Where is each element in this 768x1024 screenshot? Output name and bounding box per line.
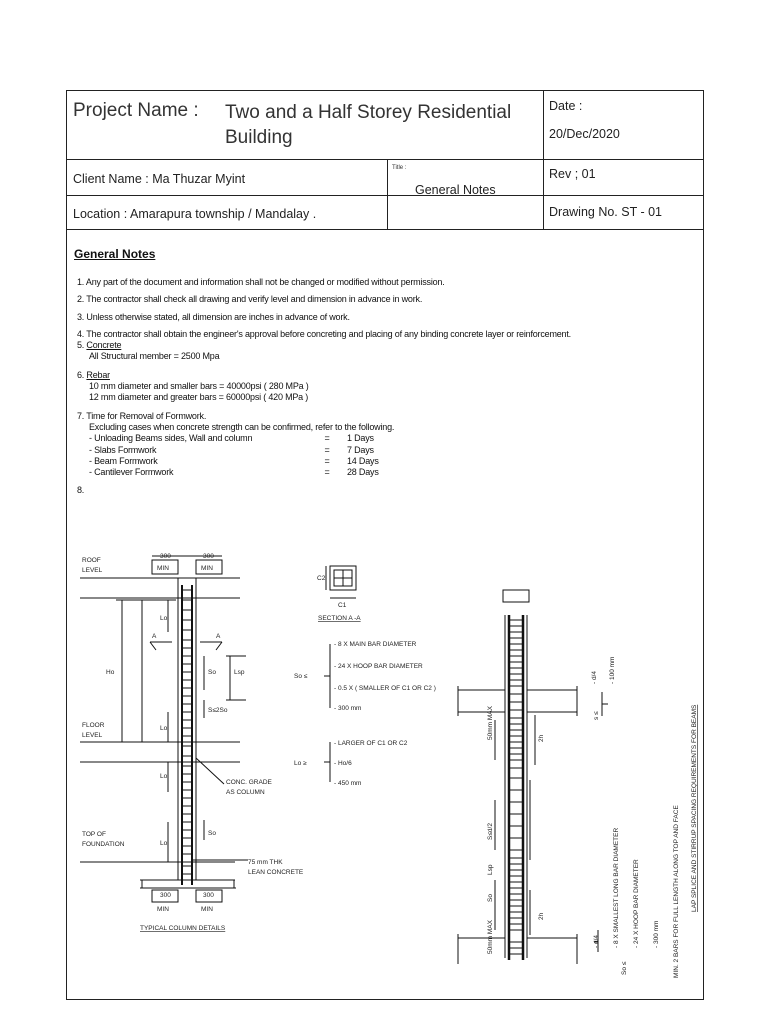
note-number: 5. <box>77 340 85 351</box>
beam-d4: - d/4 <box>591 670 598 684</box>
min-label: MIN <box>201 906 213 913</box>
note-heading: Concrete <box>86 340 122 351</box>
so-formula-label: So ≤ <box>294 673 308 680</box>
formwork-eq: = <box>324 467 330 478</box>
right-rule: - 24 X HOOP BAR DIAMETER <box>633 859 640 948</box>
lap-splice-caption: LAP SPLICE AND STIRRUP SPACING REQUIREMENTS FOR BEAMS <box>691 704 698 912</box>
right-so-label: So ≤ <box>621 961 628 975</box>
section-aa-caption: SECTION A -A <box>318 615 361 622</box>
date-label: Date : <box>549 99 583 113</box>
formwork-days: 14 Days <box>347 455 379 466</box>
lo-rule: - Ho/6 <box>334 760 352 767</box>
lean-concrete-note: LEAN CONCRETE <box>248 869 304 876</box>
floor-level-label: FLOOR <box>82 722 105 729</box>
so-rule: - 24 X HOOP BAR DIAMETER <box>334 663 423 670</box>
spacing-label: S≤2So <box>208 707 228 714</box>
note-item: 8. <box>77 485 85 496</box>
top-foundation-label: TOP OF <box>82 831 106 838</box>
beam-lsp-label: Lsp <box>487 864 494 875</box>
section-marker: A <box>152 633 157 640</box>
typical-column-caption: TYPICAL COLUMN DETAILS <box>140 925 226 932</box>
formwork-eq: = <box>324 433 330 444</box>
note-item: 1. Any part of the document and information shall not be changed or modified without permission. <box>77 277 445 287</box>
c2-label: C2 <box>317 575 326 582</box>
roof-level-label: ROOF <box>82 557 101 564</box>
general-notes-heading: General Notes <box>74 247 156 261</box>
beam-100: - 100 mm <box>609 656 616 684</box>
min-label: MIN <box>157 906 169 913</box>
client-name: Client Name : Ma Thuzar Myint <box>73 172 246 186</box>
lsp-label: Lsp <box>234 669 245 676</box>
beam-50mm-label: 50mm MAX <box>487 920 494 954</box>
lean-concrete-note: 75 mm THK <box>248 859 283 866</box>
beam-so-label: So <box>487 894 494 902</box>
note-item: 4. The contractor shall obtain the engineer's approval before concreting and placing of any binding concrete layer or reinforcement. <box>77 328 571 339</box>
note-heading: Rebar <box>86 369 110 380</box>
floor-level-label: LEVEL <box>82 732 103 739</box>
beam-sd2-label: S≤d/2 <box>487 823 494 840</box>
section-marker: A <box>216 633 221 640</box>
top-foundation-label: FOUNDATION <box>82 841 125 848</box>
so-rule: - 8 X MAIN BAR DIAMETER <box>334 641 417 648</box>
drawing-number: Drawing No. ST - 01 <box>549 205 663 219</box>
note-item: 7. Time for Removal of Formwork. <box>77 410 207 421</box>
note-item: 3. Unless otherwise stated, all dimension are inches in advance of work. <box>77 311 350 322</box>
project-name-label: Project Name : <box>73 100 199 121</box>
date-value: 20/Dec/2020 <box>549 127 620 141</box>
revision: Rev ; 01 <box>549 167 596 181</box>
beam-s-label: s ≤ <box>593 711 600 720</box>
note-line: 10 mm diameter and smaller bars = 40000psi ( 280 MPa ) <box>89 381 309 392</box>
lo-rule: - 450 mm <box>334 780 362 787</box>
dim-300: 300 <box>203 553 214 560</box>
formwork-eq: = <box>324 444 330 455</box>
beam-50mm-label: 50mm MAX <box>487 706 494 740</box>
beam-2h-label: 2h <box>538 912 545 920</box>
lo-formula-label: Lo ≥ <box>294 760 307 767</box>
so-label: So <box>208 669 216 676</box>
dim-300: 300 <box>160 553 171 560</box>
note-line: 12 mm diameter and greater bars = 60000psi ( 420 MPa ) <box>89 392 309 403</box>
formwork-days: 7 Days <box>347 444 374 455</box>
dim-300: 300 <box>203 892 214 899</box>
lo-rule: - LARGER OF C1 OR C2 <box>334 740 408 747</box>
note-item: 2. The contractor shall check all drawing and verify level and dimension in advance in work. <box>77 294 423 305</box>
so-label: So <box>208 830 216 837</box>
formwork-name: - Unloading Beams sides, Wall and column <box>89 433 253 444</box>
note-line: Excluding cases when concrete strength can be confirmed, refer to the following. <box>89 421 395 432</box>
conc-grade-note: AS COLUMN <box>226 789 265 796</box>
min-2-bars-note: MIN. 2 BARS FOR FULL LENGTH ALONG TOP AND FACE <box>673 805 680 978</box>
lo-label: Lo <box>160 615 168 622</box>
so-rule: - 300 mm <box>334 705 362 712</box>
dim-300: 300 <box>160 892 171 899</box>
title-field-label: Title : <box>392 165 407 171</box>
min-label: MIN <box>157 565 169 572</box>
lo-label: Lo <box>160 773 168 780</box>
so-rule: - 0.5 X ( SMALLER OF C1 OR C2 ) <box>334 685 436 692</box>
note-number: 6. <box>77 369 85 380</box>
formwork-name: - Slabs Formwork <box>89 444 157 455</box>
note-line: All Structural member = 2500 Mpa <box>89 351 220 362</box>
sheet-title: General Notes <box>415 183 496 197</box>
formwork-name: - Beam Formwork <box>89 455 158 466</box>
location: Location : Amarapura township / Mandalay . <box>73 207 317 221</box>
formwork-eq: = <box>324 455 330 466</box>
roof-level-label: LEVEL <box>82 567 103 574</box>
lo-label: Lo <box>160 725 168 732</box>
project-name-value: Two and a Half Storey Residential Building <box>225 102 512 148</box>
formwork-days: 1 Days <box>347 433 374 444</box>
right-rule: - 8 X SMALLEST LONG BAR DIAMETER <box>613 827 620 948</box>
right-rule: - d/4 <box>593 934 600 948</box>
beam-2h-label: 2h <box>538 734 545 742</box>
ho-label: Ho <box>106 669 115 676</box>
formwork-days: 28 Days <box>347 467 379 478</box>
c1-label: C1 <box>338 602 347 609</box>
formwork-name: - Cantilever Formwork <box>89 467 174 478</box>
right-rule: - 300 mm <box>653 920 660 948</box>
conc-grade-note: CONC. GRADE <box>226 779 272 786</box>
lo-label: Lo <box>160 840 168 847</box>
min-label: MIN <box>201 565 213 572</box>
